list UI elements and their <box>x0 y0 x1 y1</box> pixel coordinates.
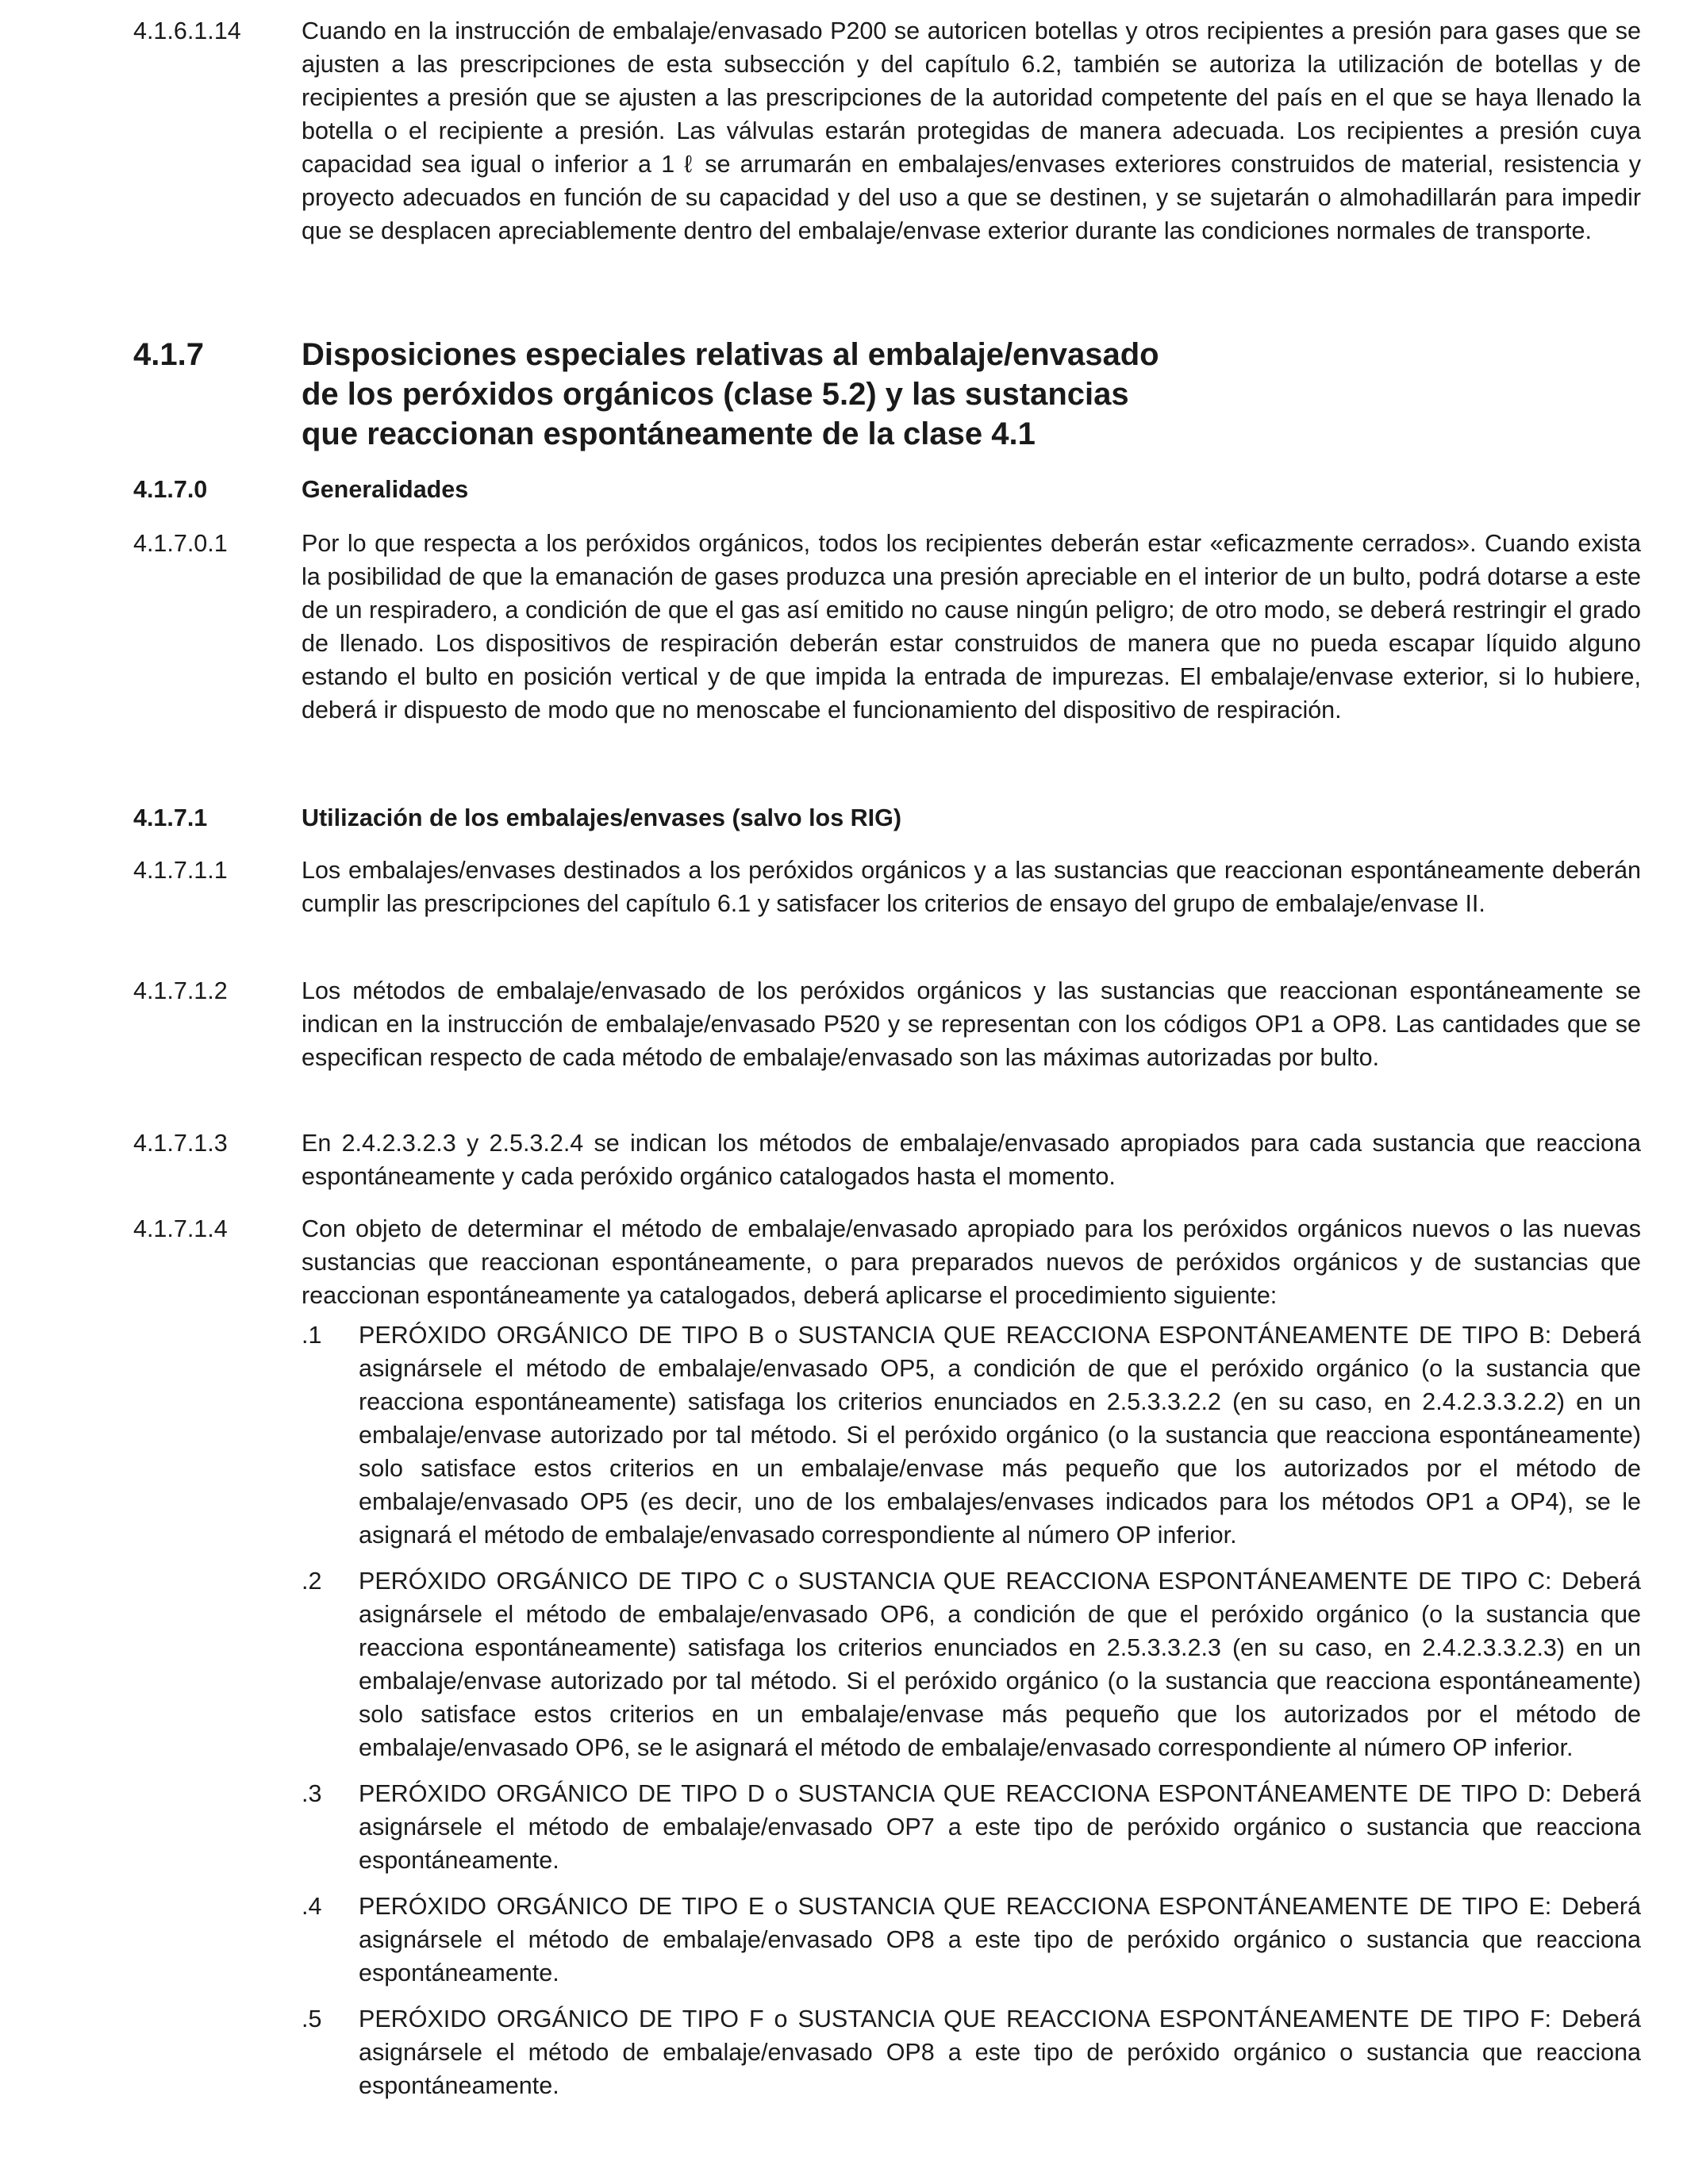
paragraph-4-1-7-1-3 <box>133 1127 1641 1193</box>
paragraph-4-1-7-1-2 <box>133 974 1641 1074</box>
list-item-text: PERÓXIDO ORGÁNICO DE TIPO C o SUSTANCIA QUE REACCIONA ESPONTÁNEAMENTE DE TIPO C: Deberá asignársele el método de embalaje/envasado OP6, a condición de que el peróxido orgánico (o la sustancia que reacciona espontáneamente) satisfaga los criterios enunciados en 2.5.3.3.2.3 (en su caso, en 2.4.2.3.3.2.3) en un embalaje/envase autorizado por tal método. Si el peróxido orgánico (o la sustancia que reacciona espontáneamente) solo satisface estos criterios en un embalaje/envase más pequeño que los autorizados por el método de embalaje/envasado OP6, se le asignará el método de embalaje/envasado correspondiente al número OP inferior. <box>359 1568 1641 1761</box>
paragraph-number: 4.1.7.1.1 <box>133 857 228 884</box>
paragraph-number: 4.1.7.1.4 <box>133 1215 228 1242</box>
section-number: 4.1.7 <box>133 337 204 372</box>
list-item-number: .4 <box>302 1893 322 1920</box>
list-item-number: .5 <box>302 2006 322 2032</box>
section-title-line: de los peróxidos orgánicos (clase 5.2) y las sustancias <box>302 377 1129 412</box>
paragraph-text: Cuando en la instrucción de embalaje/envasado P200 se autoricen botellas y otros recipientes a presión para gases que se ajusten a las prescripciones de esta subsección y del capítulo 6.2, también se autoriza la utilización de botellas y de recipientes a presión que se ajusten a las prescripciones de la autoridad competente del país en el que se haya llenado la botella o el recipiente a presión. Las válvulas estarán protegidas de manera adecuada. Los recipientes a presión cuya capacidad sea igual o inferior a 1 ℓ se arrumarán en embalajes/envases exteriores construidos de material, resistencia y proyecto adecuados en función de su capacidad y del uso a que se destinen, y se sujetarán o almohadillarán para impedir que se desplacen apreciablemente dentro del embalaje/envase exterior durante las condiciones normales de transporte. <box>302 17 1641 244</box>
subsection-heading-4-1-7-0 <box>133 473 1641 506</box>
list-item <box>302 2002 1641 2102</box>
paragraph-text: Con objeto de determinar el método de embalaje/envasado apropiado para los peróxidos orgánicos nuevos o las nuevas sustancias que reaccionan espontáneamente, o para preparados nuevos de peróxidos orgánicos y de sustancias que reaccionan espontáneamente ya catalogados, deberá aplicarse el procedimiento siguiente: <box>302 1215 1641 1309</box>
list-item-number: .3 <box>302 1780 322 1807</box>
list-item-number: .1 <box>302 1322 322 1349</box>
paragraph-4-1-7-1-4 <box>133 1212 1641 2115</box>
section-title <box>302 335 1641 454</box>
list-item <box>302 1564 1641 1764</box>
paragraph-text: Los métodos de embalaje/envasado de los peróxidos orgánicos y las sustancias que reaccionan espontáneamente se indican en la instrucción de embalaje/envasado P520 y se representan con los códigos OP1 a OP8. Las cantidades que se especifican respecto de cada método de embalaje/envasado son las máximas autorizadas por bulto. <box>302 977 1641 1071</box>
subsection-heading-4-1-7-1 <box>133 801 1641 835</box>
paragraph-4-1-6-1-14 <box>133 14 1641 248</box>
list-item <box>302 1890 1641 1990</box>
list-item <box>302 1318 1641 1552</box>
paragraph-number: 4.1.7.1.3 <box>133 1130 228 1157</box>
subsection-number: 4.1.7.0 <box>133 476 208 503</box>
list-item <box>302 1777 1641 1877</box>
list-item-text: PERÓXIDO ORGÁNICO DE TIPO D o SUSTANCIA QUE REACCIONA ESPONTÁNEAMENTE DE TIPO D: Deberá asignársele el método de embalaje/envasado OP7 a este tipo de peróxido orgánico o sustancia que reacciona espontáneamente. <box>359 1780 1641 1874</box>
procedure-list <box>302 1318 1641 2102</box>
list-item-text: PERÓXIDO ORGÁNICO DE TIPO E o SUSTANCIA QUE REACCIONA ESPONTÁNEAMENTE DE TIPO E: Deberá asignársele el método de embalaje/envasado OP8 a este tipo de peróxido orgánico o sustancia que reacciona espontáneamente. <box>359 1893 1641 1986</box>
list-item-text: PERÓXIDO ORGÁNICO DE TIPO F o SUSTANCIA QUE REACCIONA ESPONTÁNEAMENTE DE TIPO F: Deberá asignársele el método de embalaje/envasado OP8 a este tipo de peróxido orgánico o sustancia que reacciona espontáneamente. <box>359 2006 1641 2099</box>
subsection-title: Utilización de los embalajes/envases (salvo los RIG) <box>302 804 902 831</box>
list-item-number: .2 <box>302 1568 322 1595</box>
section-title-line: Disposiciones especiales relativas al embalaje/envasado <box>302 337 1159 372</box>
paragraph-number: 4.1.6.1.14 <box>133 17 241 44</box>
paragraph-text: Los embalajes/envases destinados a los peróxidos orgánicos y a las sustancias que reaccionan espontáneamente deberán cumplir las prescripciones del capítulo 6.1 y satisfacer los criterios de ensayo del grupo de embalaje/envase II. <box>302 857 1641 917</box>
paragraph-number: 4.1.7.0.1 <box>133 530 228 557</box>
subsection-title: Generalidades <box>302 476 469 503</box>
section-title-line: que reaccionan espontáneamente de la clase 4.1 <box>302 416 1036 451</box>
paragraph-4-1-7-1-1 <box>133 854 1641 920</box>
list-item-text: PERÓXIDO ORGÁNICO DE TIPO B o SUSTANCIA QUE REACCIONA ESPONTÁNEAMENTE DE TIPO B: Deberá asignársele el método de embalaje/envasado OP5, a condición de que el peróxido orgánico (o la sustancia que reacciona espontáneamente) satisfaga los criterios enunciados en 2.5.3.3.2.2 (en su caso, en 2.4.2.3.3.2.2) en un embalaje/envase autorizado por tal método. Si el peróxido orgánico (o la sustancia que reacciona espontáneamente) solo satisface estos criterios en un embalaje/envase más pequeño que los autorizados por el método de embalaje/envasado OP5 (es decir, uno de los embalajes/envases indicados para los métodos OP1 a OP4), se le asignará el método de embalaje/envasado correspondiente al número OP inferior. <box>359 1322 1641 1549</box>
paragraph-4-1-7-0-1 <box>133 527 1641 727</box>
section-heading-4-1-7 <box>133 335 1641 454</box>
subsection-number: 4.1.7.1 <box>133 804 208 831</box>
paragraph-text: Por lo que respecta a los peróxidos orgánicos, todos los recipientes deberán estar «eficazmente cerrados». Cuando exista la posibilidad de que la emanación de gases produzca una presión apreciable en el interior de un bulto, podrá dotarse a este de un respiradero, a condición de que el gas así emitido no cause ningún peligro; de otro modo, se deberá restringir el grado de llenado. Los dispositivos de respiración deberán estar construidos de manera que no pueda escapar líquido alguno estando el bulto en posición vertical y de que impida la entrada de impurezas. El embalaje/envase exterior, si lo hubiere, deberá ir dispuesto de modo que no menoscabe el funcionamiento del dispositivo de respiración. <box>302 530 1641 724</box>
paragraph-number: 4.1.7.1.2 <box>133 977 228 1004</box>
paragraph-text: En 2.4.2.3.2.3 y 2.5.3.2.4 se indican los métodos de embalaje/envasado apropiados para cada sustancia que reacciona espontáneamente y cada peróxido orgánico catalogados hasta el momento. <box>302 1130 1641 1190</box>
